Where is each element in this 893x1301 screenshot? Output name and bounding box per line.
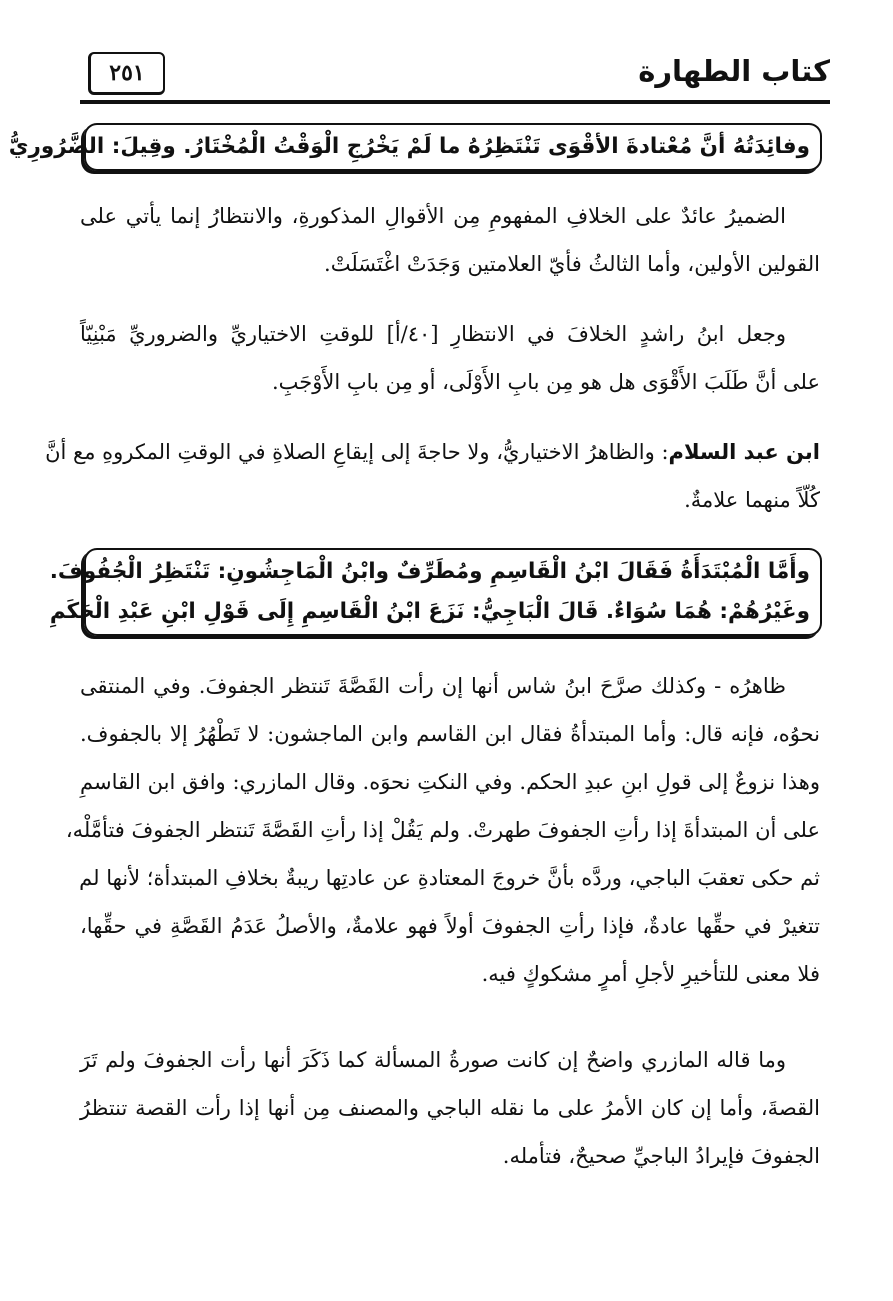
paragraph-2: [80, 310, 820, 406]
matn-box-1: [8, 123, 822, 171]
matn-line: وأَمَّا الْمُبْتَدَأَةُ فَقَالَ ابْنُ الْقَاسِمِ ومُطَرِّفٌ وابْنُ الْمَاجِشُونِ: تَنْتَظِرُ الْجُفُوفَ.: [49, 559, 810, 584]
text-line: الضميرُ عائدٌ على الخلافِ المفهومِ مِن الأقوالِ المذكورةِ، والانتظارُ إنما يأتي على: [80, 204, 786, 228]
matn-line: وفائِدَتُهُ أنَّ مُعْتادةَ الأقْوَى تَنْتَظِرُهُ ما لَمْ يَخْرُجِ الْوَقْتُ الْمُخْتَارُ. وقِيلَ: الضَّرُورِيُّ: [8, 134, 810, 159]
text-line: ثم حكى تعقبَ الباجي، وردَّه بأنَّ خروجَ المعتادةِ عن عادتِها ريبةٌ بخلافِ المبتدأة؛ لأنها لم: [79, 866, 820, 890]
book-title: كتاب الطهارة: [638, 54, 830, 88]
text-line: نحوُه، فإنه قال: وأما المبتدأةُ فقال ابن القاسم وابن الماجشون: لا تَطْهُرُ إلا بالجفوف.: [80, 722, 820, 746]
paragraph-1: [80, 192, 820, 288]
text-span: : والظاهرُ الاختياريُّ، ولا حاجةَ إلى إيقاعِ الصلاةِ في الوقتِ المكروهِ مع أنَّ: [45, 440, 669, 464]
text-line: فلا معنى للتأخيرِ لأجلِ أمرٍ مشكوكٍ فيه.: [481, 962, 820, 986]
paragraph-3: [45, 428, 820, 524]
text-line: القولين الأولين، وأما الثالثُ فأيّ العلامتين وَجَدَتْ اغْتَسَلَتْ.: [324, 252, 820, 276]
matn-box-2: [49, 548, 822, 636]
text-line: على أن المبتدأةَ إذا رأتِ الجفوفَ طهرتْ. ولم يَقُلْ إذا رأتِ القَصَّةَ تَنتظر الجفوفَ فتأمَّلْه،: [65, 818, 820, 842]
text-line: القصةَ، وأما إن كان الأمرُ على ما نقله الباجي والمصنف مِن أنها إذا رأت القصة تنتظرُ: [80, 1096, 820, 1120]
paragraph-5: [80, 1036, 820, 1180]
text-line: على أنَّ طَلَبَ الأَقْوَى هل هو مِن بابِ الأَوْلَى، أو مِن بابِ الأَوْجَبِ.: [272, 370, 820, 394]
text-line: وما قاله المازري واضحٌ إن كانت صورةُ المسألة كما ذَكَرَ أنها رأت الجفوفَ ولم تَرَ: [80, 1048, 786, 1072]
text-line: الجفوفَ فإيرادُ الباجيِّ صحيحٌ، فتأمله.: [502, 1144, 820, 1168]
matn-line: وغَيْرُهُمْ: هُمَا سُوَاءٌ. قَالَ الْبَاجِيُّ: نَزَعَ ابْنُ الْقَاسِمِ إِلَى قَوْلِ ابْنِ عَبْدِ الْحَكَمِ: [49, 599, 810, 624]
text-line: [45, 428, 820, 476]
header-rule: [80, 100, 830, 104]
text-line: وهذا نزوعٌ إلى قولِ ابنِ عبدِ الحكم. وفي النكتِ نحوَه. وقال المازري: وافق ابن القاسمِ: [80, 770, 820, 794]
page-number: ٢٥١: [88, 52, 165, 95]
page-header: [80, 48, 830, 104]
text-line: ظاهرُه - وكذلك صرَّحَ ابنُ شاس أنها إن رأت القَصَّةَ تَنتظر الجفوفَ. وفي المنتقى: [80, 674, 786, 698]
paragraph-4: [65, 662, 820, 998]
text-line: وجعل ابنُ راشدٍ الخلافَ في الانتظارِ [٤٠/أ] للوقتِ الاختياريِّ والضروريِّ مَبْنِيّاً: [80, 322, 786, 346]
speaker-name: ابن عبد السلام: [668, 440, 820, 464]
text-line: كُلّاً منهما علامةٌ.: [684, 488, 820, 512]
text-line: تتغيرْ في حقِّها عادةٌ، فإذا رأتِ الجفوفَ أولاً فهو علامةٌ، والأصلُ عَدَمُ القَصَّةِ في حقِّها،: [80, 914, 820, 938]
